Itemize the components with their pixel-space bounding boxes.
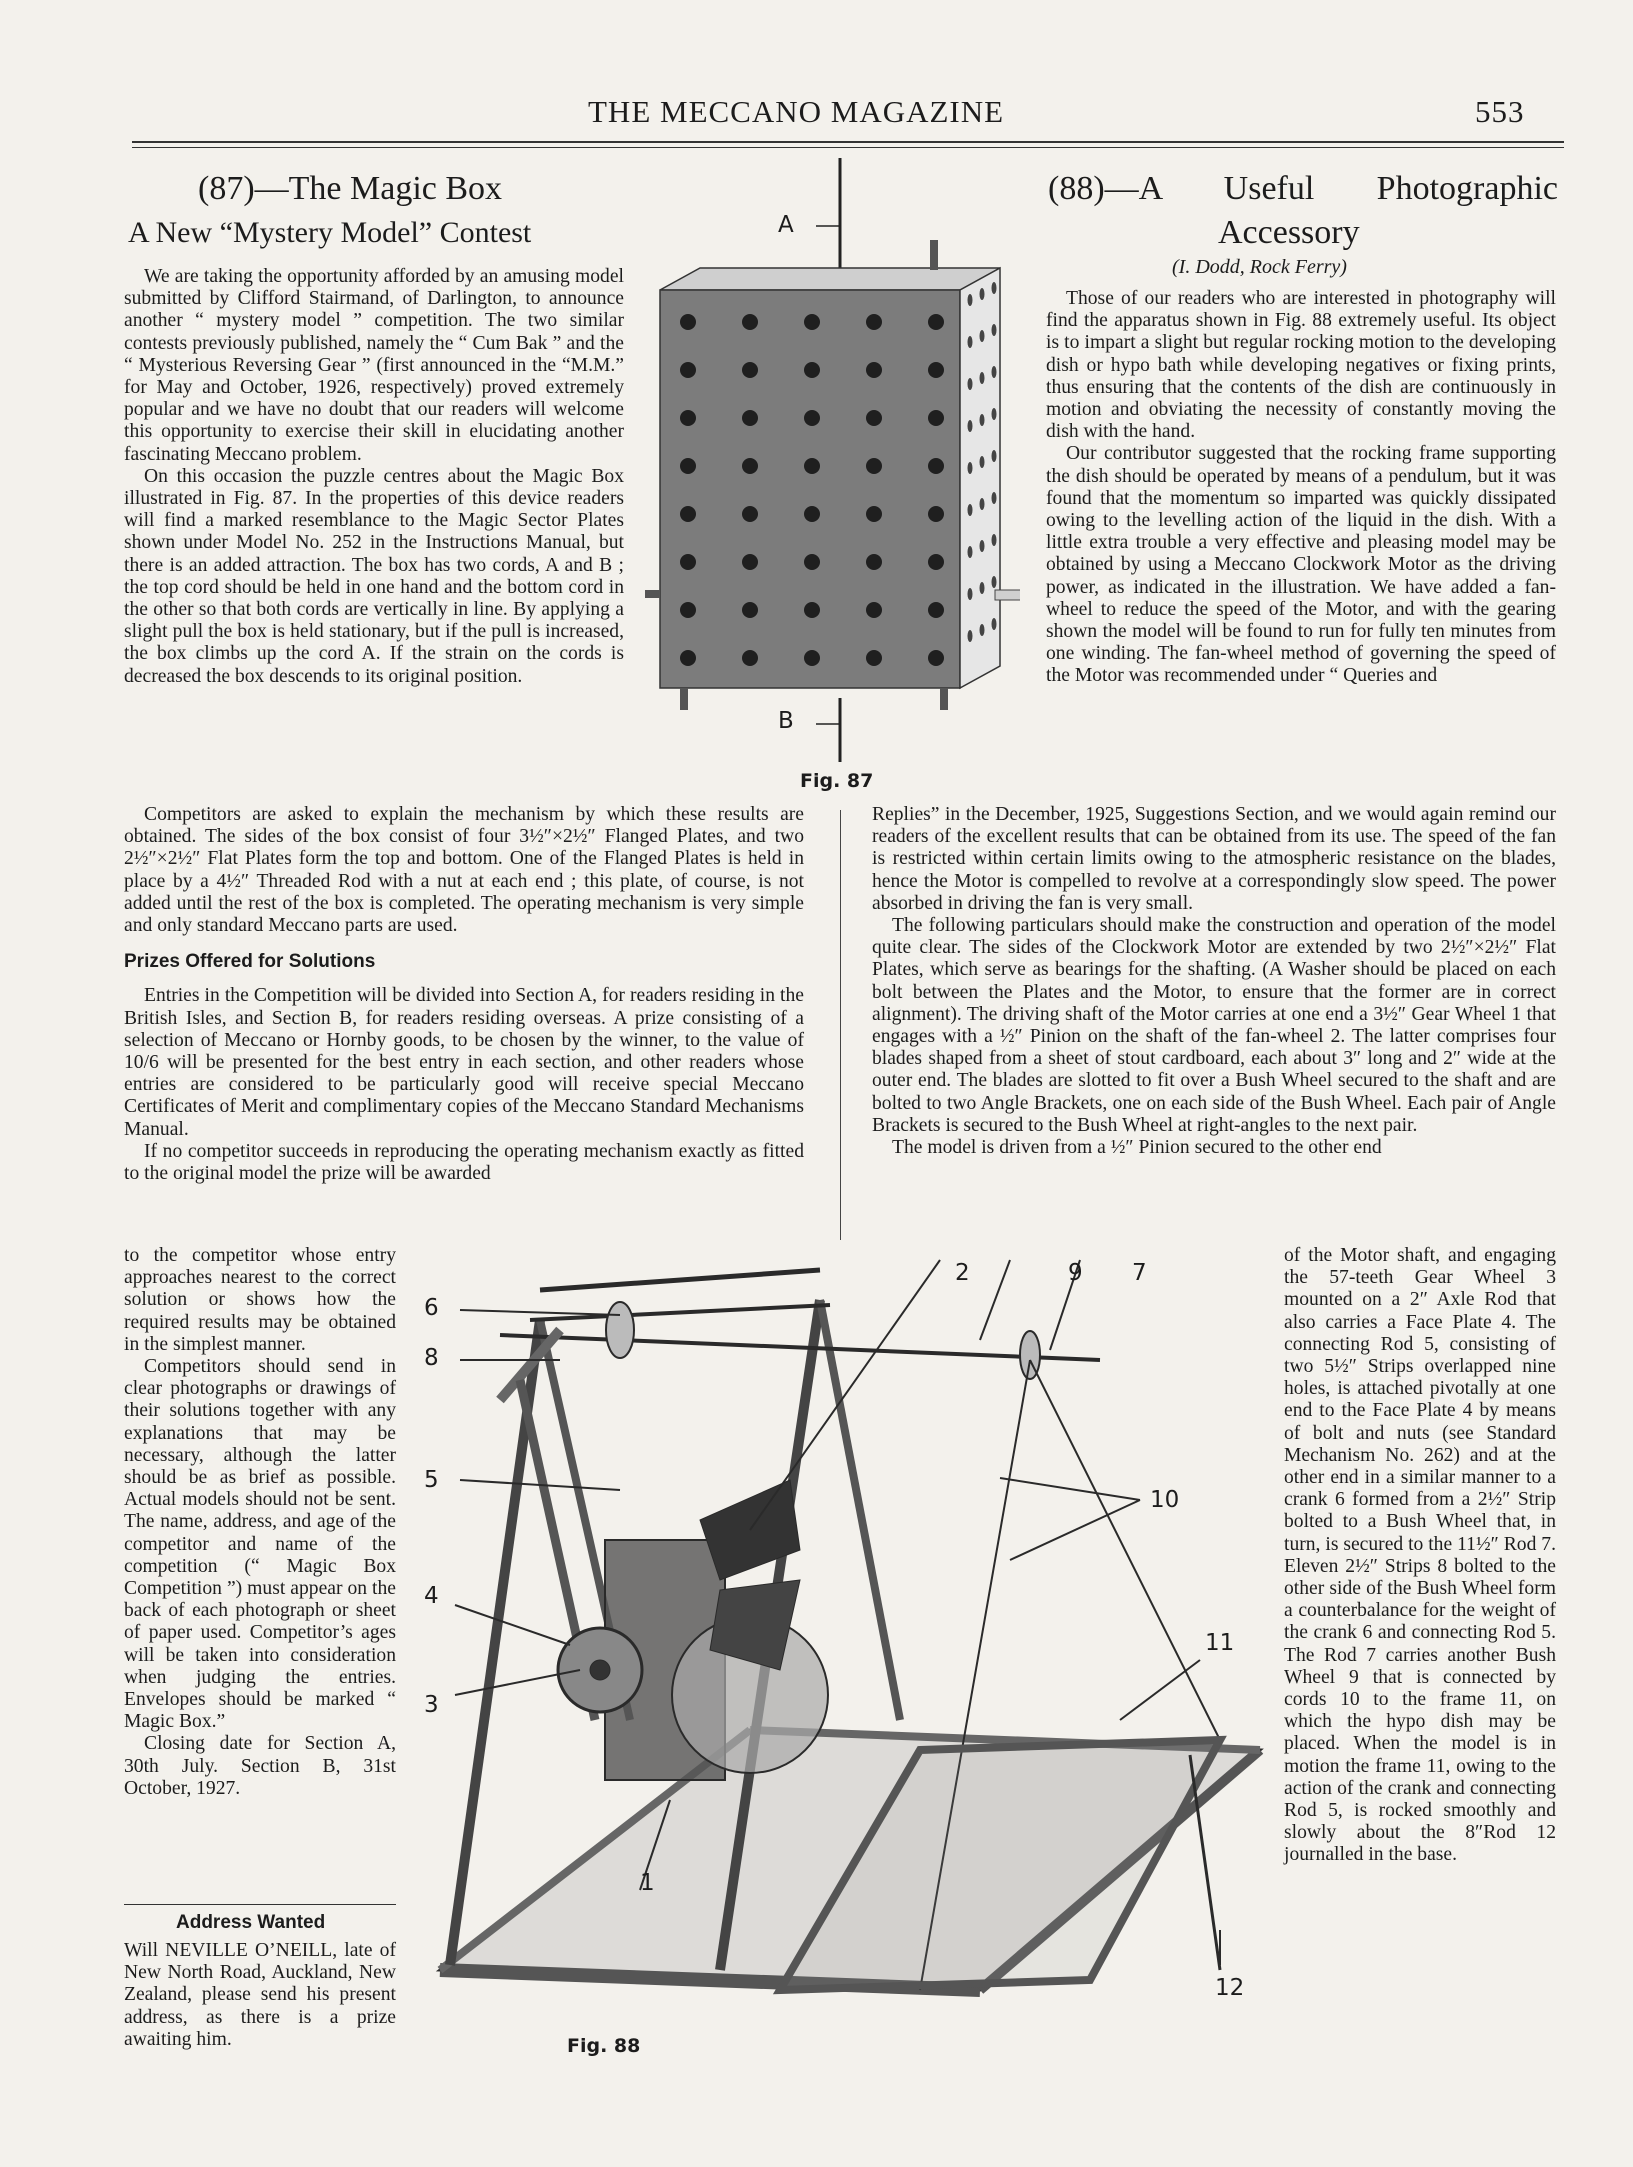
- fig88-label-4: 4: [424, 1583, 439, 1609]
- box-side-hole: [980, 624, 985, 636]
- fig88-label-11: 11: [1205, 1630, 1235, 1656]
- box-side-hole: [968, 630, 973, 642]
- para-1: Those of our readers who are interested in photography will find the apparatus shown in Fig. 88 extremely useful. Its object is to impart a slight but regular rocking motion to the developing dish or hypo bath while developing negatives or fixing prints, thus ensuring that the contents of the dish are continuously in motion and obviating the necessity of constantly moving the dish with the hand.: [1046, 288, 1556, 443]
- box-side-hole: [980, 330, 985, 342]
- box-hole: [928, 602, 944, 618]
- box-side-hole: [968, 546, 973, 558]
- box-hole: [804, 314, 820, 330]
- article-87-body: [124, 804, 804, 1185]
- para-4b: of the Motor shaft, and engaging the 57-teeth Gear Wheel 3 mounted on a 2″ Axle Rod that also carries a Face Plate 4. The connecting Rod 5, consisting of two 5½″ Strips overlapped nine holes, is attached pivotally at one end to the Face Plate 4 by means of bolt and nuts (see Standard Mechanism No. 262) and at the other end in a similar manner to a crank 6 formed from a 2½″ Strip bolted to a Bush Wheel that, in turn, is secured to the 11½″ Rod 7. Eleven 2½″ Strips 8 bolted to the other side of the Bush Wheel form a counterbalance for the weight of the crank 6 and connecting Rod 5. The Rod 7 carries another Bush Wheel 9 that is connected by cords 10 to the frame 11, on which the hypo dish may be placed. When the model is in motion the frame 11, owing to the action of the crank and connecting Rod 5, is rocked smoothly and slowly about the 8″Rod 12 journalled in the base.: [1284, 1245, 1556, 1866]
- box-hole: [928, 554, 944, 570]
- box-side-hole: [980, 582, 985, 594]
- article-87-narrow-column: [124, 1245, 396, 1800]
- fig88-label-12: 12: [1215, 1975, 1245, 2001]
- fig87-label-b: B: [778, 708, 794, 734]
- box-hole: [866, 314, 882, 330]
- box-hole: [680, 650, 696, 666]
- entries-paragraph: Entries in the Competition will be divided into Section A, for readers residing in the British Isles, and Section B, for readers residing overseas. A prize consisting of a selection of Meccano or Hornby goods, to be chosen by the winner, to the value of 10/6 will be presented for the best entry in each section, and other readers whose entries are considered to be particularly good will receive special Meccano Certificates of Merit and complimentary copies of the Meccano Standard Mechanisms Manual.: [124, 985, 804, 1140]
- article-88-title-line2: Accessory: [1218, 214, 1360, 251]
- para-4a: The model is driven from a ½″ Pinion secured to the other end: [892, 1137, 1382, 1159]
- box-hole: [866, 362, 882, 378]
- box-side-hole: [980, 414, 985, 426]
- box-hole: [928, 314, 944, 330]
- address-rule: [124, 1904, 396, 1905]
- box-hole: [680, 506, 696, 522]
- box-side-hole: [992, 534, 997, 546]
- article-87-title: (87)—The Magic Box: [198, 170, 503, 207]
- box-hole: [866, 554, 882, 570]
- box-side-hole: [980, 540, 985, 552]
- box-hole: [804, 602, 820, 618]
- box-side-hole: [980, 498, 985, 510]
- box-side-hole: [992, 366, 997, 378]
- box-hole: [742, 554, 758, 570]
- box-hole: [804, 362, 820, 378]
- box-side-hole: [992, 576, 997, 588]
- fig87-illustration: [640, 150, 1020, 770]
- box-side-hole: [992, 618, 997, 630]
- box-hole: [742, 650, 758, 666]
- box-side-hole: [968, 336, 973, 348]
- fig88-label-6: 6: [424, 1295, 439, 1321]
- page-number: 553: [1475, 94, 1525, 129]
- no-competitor-continued: to the competitor whose entry approaches nearest to the correct solution or shows how the required results may be obtained in the simplest manner.: [124, 1245, 396, 1355]
- para-3: The following particulars should make the construction and operation of the model quite clear. The sides of the Clockwork Motor are extended by two 2½″×2½″ Flat Plates, which serve as bearings for the shafting. (A Washer should be placed on each bolt between the Plates and the Motor, to ensure that the former are in correct alignment). The driving shaft of the Motor carries at one end a 3½″ Gear Wheel 1 that engages with a ½″ Pinion on the shaft of the fan-wheel 2. The latter comprises four blades shaped from a sheet of stout cardboard, each about 3″ long and 2″ wide at the outer end. The blades are slotted to fit over a Bush Wheel secured to the shaft and are bolted to two Angle Brackets, one on each side of the Bush Wheel. Each pair of Angle Brackets is secured to the Bush Wheel at right-angles to the next pair.: [872, 915, 1556, 1136]
- box-hole: [804, 506, 820, 522]
- fig87-caption: Fig. 87: [800, 770, 874, 792]
- box-side-hole: [980, 288, 985, 300]
- box-hole: [928, 362, 944, 378]
- header-rule-thin: [132, 147, 1564, 148]
- box-hole: [866, 458, 882, 474]
- para-2a: Our contributor suggested that the rocking frame supporting the dish should be operated by means of a pendulum, but it was found that the momentum so imparted was quickly dissipated owing to the levelling action of the liquid in the dish. With a little extra trouble a very effective and pleasing model may be obtained by using a Meccano Clockwork Motor as the driving power, as indicated in the illustration. We have added a fan-wheel to reduce the speed of the Motor, and with the gearing shown the model will be found to run for fully ten minutes from one winding. The fan-wheel method of governing the speed of the Motor was recommended under “ Queries and: [1046, 443, 1556, 687]
- intro-paragraph-1: We are taking the opportunity afforded by an amusing model submitted by Clifford Stairmand, of Darlington, to announce another “ mystery model ” competition. The two similar contests previously published, namely the “ Cum Bak ” and the “ Mysterious Reversing Gear ” (first announced in the “M.M.” for May and October, 1926, respectively) proved extremely popular and we have no doubt that our readers will welcome this opportunity to exercise their skill in elucidating another fascinating Meccano problem.: [124, 266, 624, 465]
- box-hole: [804, 650, 820, 666]
- box-side-hole: [968, 504, 973, 516]
- box-side-hole: [968, 588, 973, 600]
- fig88-label-7: 7: [1132, 1260, 1147, 1286]
- box-hole: [928, 506, 944, 522]
- fig88-label-5: 5: [424, 1467, 439, 1493]
- box-side-hole: [968, 420, 973, 432]
- no-competitor-paragraph: If no competitor succeeds in reproducing the operating mechanism exactly as fitted to the original model the prize will be awarded: [124, 1140, 804, 1185]
- article-87-intro: [124, 266, 624, 688]
- box-hole: [680, 458, 696, 474]
- header-rule: [132, 141, 1564, 143]
- running-title: THE MECCANO MAGAZINE: [588, 94, 1005, 129]
- address-heading: Address Wanted: [176, 1912, 326, 1933]
- box-hole: [680, 362, 696, 378]
- box-hole: [866, 650, 882, 666]
- fig88-label-9: 9: [1068, 1260, 1083, 1286]
- box-side-hole: [980, 372, 985, 384]
- closing-paragraph: Closing date for Section A, 30th July. Section B, 31st October, 1927.: [124, 1733, 396, 1799]
- article-88-narrow: [1284, 1245, 1556, 1867]
- article-87-subtitle: A New “Mystery Model” Contest: [128, 216, 532, 249]
- box-hole: [742, 314, 758, 330]
- box-hole: [928, 410, 944, 426]
- box-side-hole: [968, 462, 973, 474]
- box-side-hole: [992, 450, 997, 462]
- box-hole: [928, 458, 944, 474]
- box-hole: [804, 554, 820, 570]
- box-hole: [804, 458, 820, 474]
- intro-paragraph-2: On this occasion the puzzle centres about the Magic Box illustrated in Fig. 87. In the properties of this device readers will find a marked resemblance to the Magic Sector Plates shown under Model No. 252 in the Instructions Manual, but there is an added attraction. The box has two cords, A and B ; the top cord should be held in one hand and the bottom cord in the other so that both cords are vertically in line. By applying a slight pull the box is held stationary, but if the pull is increased, the box climbs up the cord A. If the strain on the cords is decreased the box descends to its original position.: [124, 465, 624, 687]
- box-hole: [680, 554, 696, 570]
- prizes-heading: Prizes Offered for Solutions: [124, 951, 376, 973]
- box-hole: [866, 410, 882, 426]
- box-side-hole: [992, 324, 997, 336]
- article-88-byline: (I. Dodd, Rock Ferry): [1172, 256, 1347, 278]
- box-hole: [866, 506, 882, 522]
- box-hole: [742, 410, 758, 426]
- box-hole: [680, 410, 696, 426]
- fig88-caption: Fig. 88: [567, 2035, 641, 2057]
- send-paragraph: Competitors should send in clear photographs or drawings of their solutions together with any explanations that may be necessary, although the latter should be as brief as possible. Actual models should not be sent. The name, address, and age of the competitor and name of the competition (“ Magic Box Competition ”) must appear on the back of each photograph or sheet of paper used. Competitor’s ages will be taken into consideration when judging the entries. Envelopes should be marked “ Magic Box.”: [124, 1356, 396, 1733]
- fig88-illustration: [420, 1250, 1280, 2050]
- box-hole: [742, 362, 758, 378]
- box-side-hole: [968, 378, 973, 390]
- article-88-upper: [1046, 288, 1556, 688]
- competitors-paragraph: Competitors are asked to explain the mechanism by which these results are obtained. The sides of the box consist of four 3½″×2½″ Flanged Plates, and two 2½″×2½″ Flat Plates form the top and bottom. One of the Flanged Plates is held in place by a 4½″ Threaded Rod with a nut at each end ; this plate, of course, is not added until the rest of the box is completed. The operating mechanism is very simple and only standard Meccano parts are used.: [124, 804, 804, 937]
- box-side-hole: [992, 492, 997, 504]
- fig88-label-3: 3: [424, 1692, 439, 1718]
- box-hole: [742, 506, 758, 522]
- box-hole: [680, 602, 696, 618]
- column-divider: [840, 810, 841, 1240]
- box-side-hole: [992, 282, 997, 294]
- box-side-hole: [980, 456, 985, 468]
- address-paragraph: Will NEVILLE O’NEILL, late of New North Road, Auckland, New Zealand, please send his present address, as there is a prize awaiting him.: [124, 1940, 396, 2050]
- box-hole: [928, 650, 944, 666]
- fig88-label-2: 2: [955, 1260, 970, 1286]
- box-hole: [866, 602, 882, 618]
- box-side-hole: [992, 408, 997, 420]
- fig88-label-1: 1: [640, 1870, 655, 1896]
- box-side-hole: [968, 294, 973, 306]
- box-hole: [680, 314, 696, 330]
- article-88-title-line1: (88)—A Useful Photographic: [1048, 170, 1558, 207]
- box-hole: [804, 410, 820, 426]
- article-88-wide: [872, 804, 1556, 1159]
- fig87-label-a: A: [778, 212, 794, 238]
- box-front-face: [660, 290, 960, 688]
- fig88-label-8: 8: [424, 1345, 439, 1371]
- para-2b: Replies” in the December, 1925, Suggestions Section, and we would again remind our readers of the excellent results that can be obtained from its use. The speed of the fan is restricted within certain limits owing to the atmospheric resistance on the blades, hence the Motor is compelled to revolve at a correspondingly slow speed. The power absorbed in driving the fan is very small.: [872, 804, 1556, 914]
- box-hole: [742, 458, 758, 474]
- box-hole: [742, 602, 758, 618]
- fig88-label-10: 10: [1150, 1487, 1180, 1513]
